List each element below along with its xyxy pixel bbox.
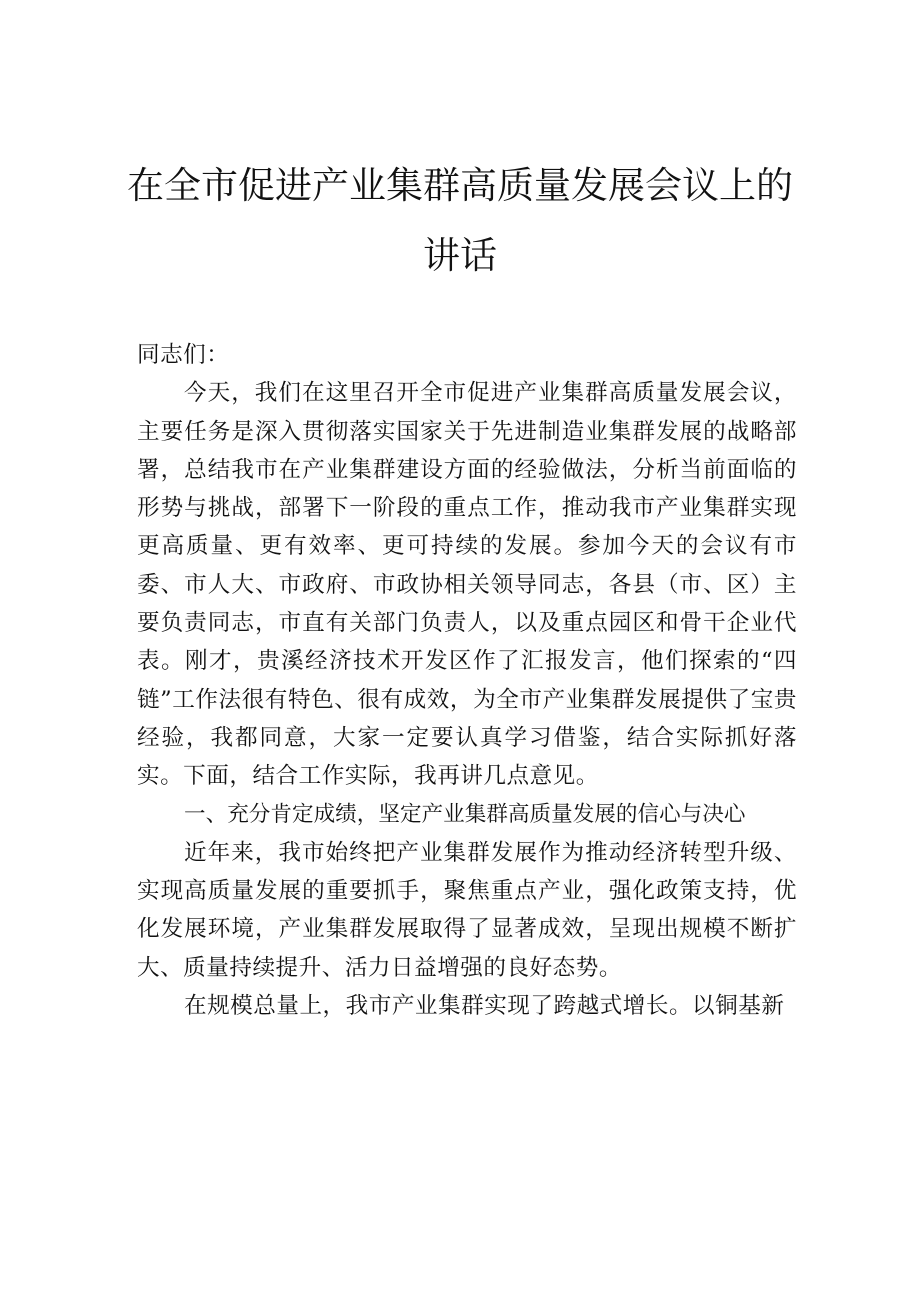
section-heading-1: 一、充分肯定成绩，坚定产业集群高质量发展的信心与决心 <box>184 801 746 827</box>
paragraph-opening: 今天，我们在这里召开全市促进产业集群高质量发展会议，主要任务是深入贯彻落实国家关于先进制造业集群发展的战略部署，总结我市在产业集群建设方面的经验做法，分析当前面临的形势与挑战，部署下一阶段的重点工作，推动我市产业集群实现更高质量、更有效率、更可持续的发展。参加今天的会议有市委、市人大、市政府、市政协相关领导同志，各县（市、区）主要负责同志，市直有关部门负责人，以及重点园区和骨干企业代表。刚才，贵溪经济技术开发区作了汇报发言，他们探索的“四链”工作法很有特色、很有成效，为全市产业集群发展提供了宝贵经验，我都同意，大家一定要认真学习借鉴，结合实际抓好落实。下面，结合工作实际，我再讲几点意见。 <box>137 380 797 790</box>
paragraph-achievements: 近年来，我市始终把产业集群发展作为推动经济转型升级、实现高质量发展的重要抓手，聚焦重点产业，强化政策支持，优化发展环境，产业集群发展取得了显著成效，呈现出规模不断扩大、质量持续提升、活力日益增强的良好态势。 <box>137 839 797 981</box>
document-title-line-1: 在全市促进产业集群高质量发展会议上的 <box>127 164 793 207</box>
document-title-line-2: 讲话 <box>423 234 497 277</box>
salutation: 同志们： <box>137 342 230 368</box>
document-body <box>137 336 797 1025</box>
paragraph-scale: 在规模总量上，我市产业集群实现了跨越式增长。以铜基新 <box>184 993 785 1020</box>
